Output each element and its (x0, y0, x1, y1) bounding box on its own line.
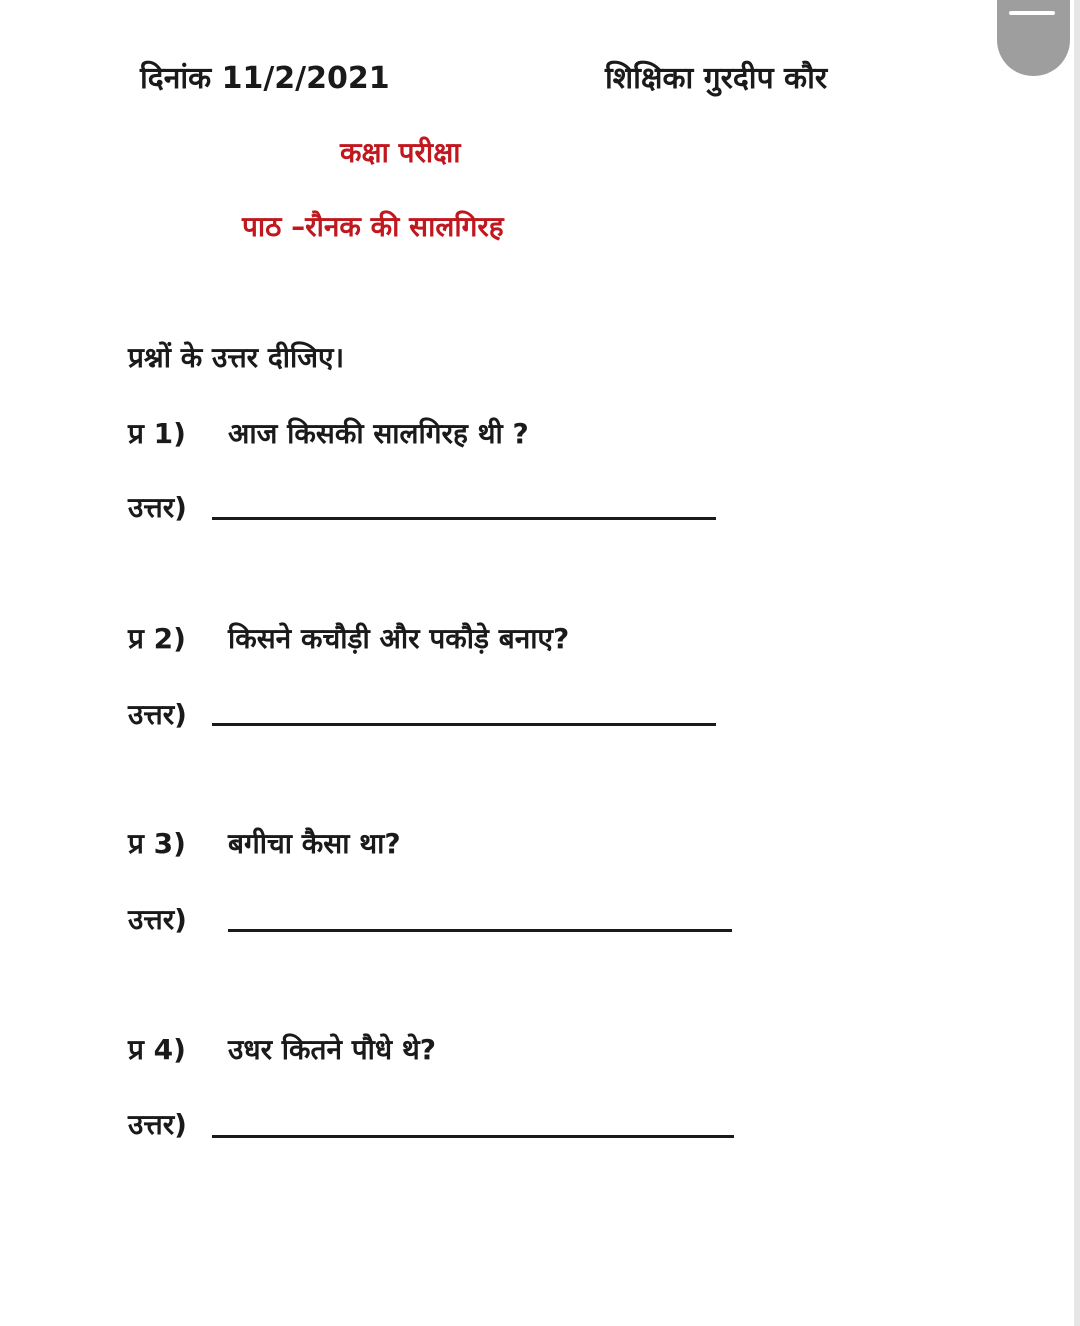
question-3-number: प्र 3) (128, 827, 186, 860)
minus-icon (1009, 11, 1055, 15)
question-2-text: किसने कचौड़ी और पकौड़े बनाए? (228, 622, 570, 655)
answer-1-line[interactable] (212, 517, 716, 520)
teacher-label: शिक्षिका गुरदीप कौर (605, 61, 828, 96)
answer-3-label: उत्तर) (128, 903, 187, 936)
answer-1-label: उत्तर) (128, 491, 187, 524)
question-1-number: प्र 1) (128, 417, 186, 450)
question-4-text: उधर कितने पौधे थे? (228, 1033, 437, 1066)
question-4-number: प्र 4) (128, 1033, 186, 1066)
exam-title: कक्षा परीक्षा (340, 136, 461, 169)
scroll-handle[interactable] (997, 0, 1070, 76)
question-3-text: बगीचा कैसा था? (228, 827, 401, 860)
right-edge-strip (1074, 0, 1080, 1326)
lesson-title: पाठ –रौनक की सालगिरह (242, 210, 504, 243)
question-2-number: प्र 2) (128, 622, 186, 655)
answer-4-line[interactable] (212, 1135, 734, 1138)
answer-2-label: उत्तर) (128, 698, 187, 731)
question-1-text: आज किसकी सालगिरह थी ? (228, 417, 529, 450)
date-label: दिनांक 11/2/2021 (140, 61, 390, 96)
instruction-text: प्रश्नों के उत्तर दीजिए। (128, 341, 345, 374)
answer-4-label: उत्तर) (128, 1108, 187, 1141)
answer-3-line[interactable] (228, 929, 732, 932)
answer-2-line[interactable] (212, 723, 716, 726)
